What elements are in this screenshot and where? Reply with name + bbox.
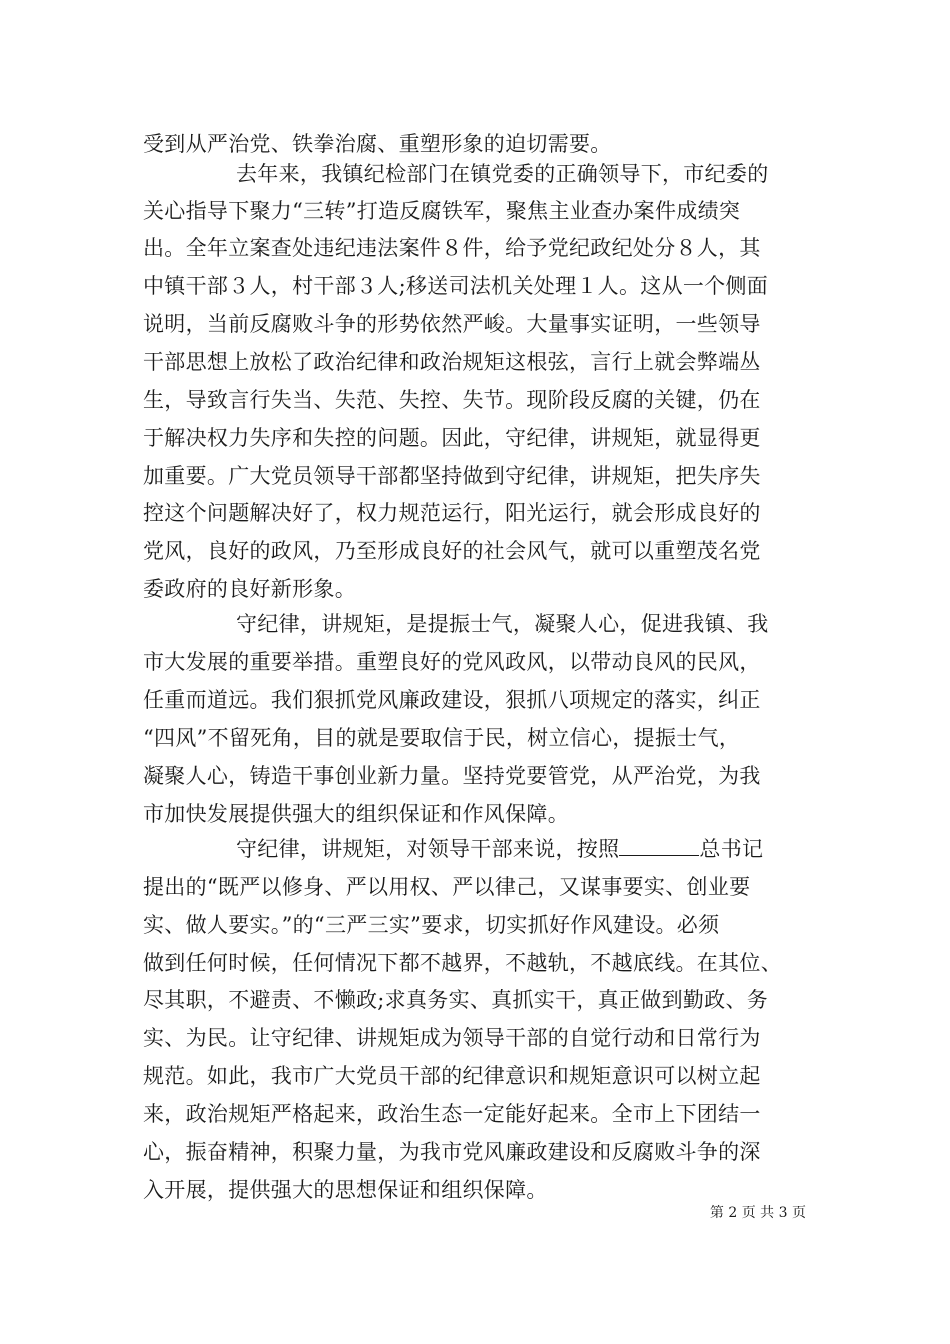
text-line: “四风”不留死角，目的就是要取信于民，树立信心，提振士气， bbox=[143, 726, 741, 750]
paragraph-first-line: 去年来，我镇纪检部门在镇党委的正确领导下，市纪委的 bbox=[236, 162, 769, 186]
text-line: 心，振奋精神，积聚力量，为我市党风廉政建设和反腐败斗争的深 bbox=[143, 1140, 761, 1164]
text-line: 做到任何时候，任何情况下都不越界，不越轨，不越底线。在其位、 bbox=[143, 951, 782, 975]
text-line: 提出的“既严以修身、严以用权、严以律己，又谋事要实、创业要 bbox=[143, 875, 751, 899]
text-line: 于解决权力失序和失控的问题。因此，守纪律，讲规矩，就显得更 bbox=[143, 426, 761, 450]
fill-in-blank bbox=[619, 835, 699, 856]
paragraph-first-line bbox=[236, 835, 823, 864]
text-line: 中镇干部３人，村干部３人;移送司法机关处理１人。这从一个侧面 bbox=[143, 274, 769, 298]
text-line: 生，导致言行失当、失范、失控、失节。现阶段反腐的关键，仍在 bbox=[143, 388, 761, 412]
text-after-blank: 总书记 bbox=[699, 837, 764, 861]
text-line: 加重要。广大党员领导干部都坚持做到守纪律，讲规矩，把失序失 bbox=[143, 464, 761, 488]
text-line: 规范。如此，我市广大党员干部的纪律意识和规矩意识可以树立起 bbox=[143, 1064, 761, 1088]
text-line: 委政府的良好新形象。 bbox=[143, 577, 356, 601]
text-line: 入开展，提供强大的思想保证和组织保障。 bbox=[143, 1178, 548, 1202]
text-line: 实、做人要实。”的“三严三实”要求，切实抓好作风建设。必须 bbox=[143, 913, 720, 937]
text-line: 控这个问题解决好了，权力规范运行，阳光运行，就会形成良好的 bbox=[143, 501, 761, 525]
text-line: 来，政治规矩严格起来，政治生态一定能好起来。全市上下团结一 bbox=[143, 1102, 761, 1126]
text-line: 实、为民。让守纪律、讲规矩成为领导干部的自觉行动和日常行为 bbox=[143, 1026, 761, 1050]
text-line: 任重而道远。我们狠抓党风廉政建设，狠抓八项规定的落实，纠正 bbox=[143, 688, 761, 712]
text-line: 说明，当前反腐败斗争的形势依然严峻。大量事实证明，一些领导 bbox=[143, 312, 761, 336]
text-line: 凝聚人心，铸造干事创业新力量。坚持党要管党，从严治党，为我 bbox=[143, 764, 761, 788]
text-before-blank: 守纪律，讲规矩，对领导干部来说，按照 bbox=[236, 837, 620, 861]
text-line: 关心指导下聚力“三转”打造反腐铁军，聚焦主业查办案件成绩突 bbox=[143, 199, 741, 223]
paragraph-first-line: 守纪律，讲规矩，是提振士气，凝聚人心，促进我镇、我 bbox=[236, 612, 769, 636]
page-number-footer: 第 2 页 共 3 页 bbox=[709, 1205, 806, 1221]
text-line: 尽其职，不避责、不懒政;求真务实、真抓实干，真正做到勤政、务 bbox=[143, 988, 769, 1012]
text-line: 市加快发展提供强大的组织保证和作风保障。 bbox=[143, 802, 569, 826]
text-line: 市大发展的重要举措。重塑良好的党风政风，以带动良风的民风， bbox=[143, 650, 761, 674]
text-line: 受到从严治党、铁拳治腐、重塑形象的迫切需要。 bbox=[143, 132, 612, 156]
text-line: 党风，良好的政风，乃至形成良好的社会风气，就可以重塑茂名党 bbox=[143, 539, 761, 563]
text-line: 干部思想上放松了政治纪律和政治规矩这根弦，言行上就会弊端丛 bbox=[143, 350, 761, 374]
text-line: 出。全年立案查处违纪违法案件８件，给予党纪政纪处分８人，其 bbox=[143, 236, 761, 260]
